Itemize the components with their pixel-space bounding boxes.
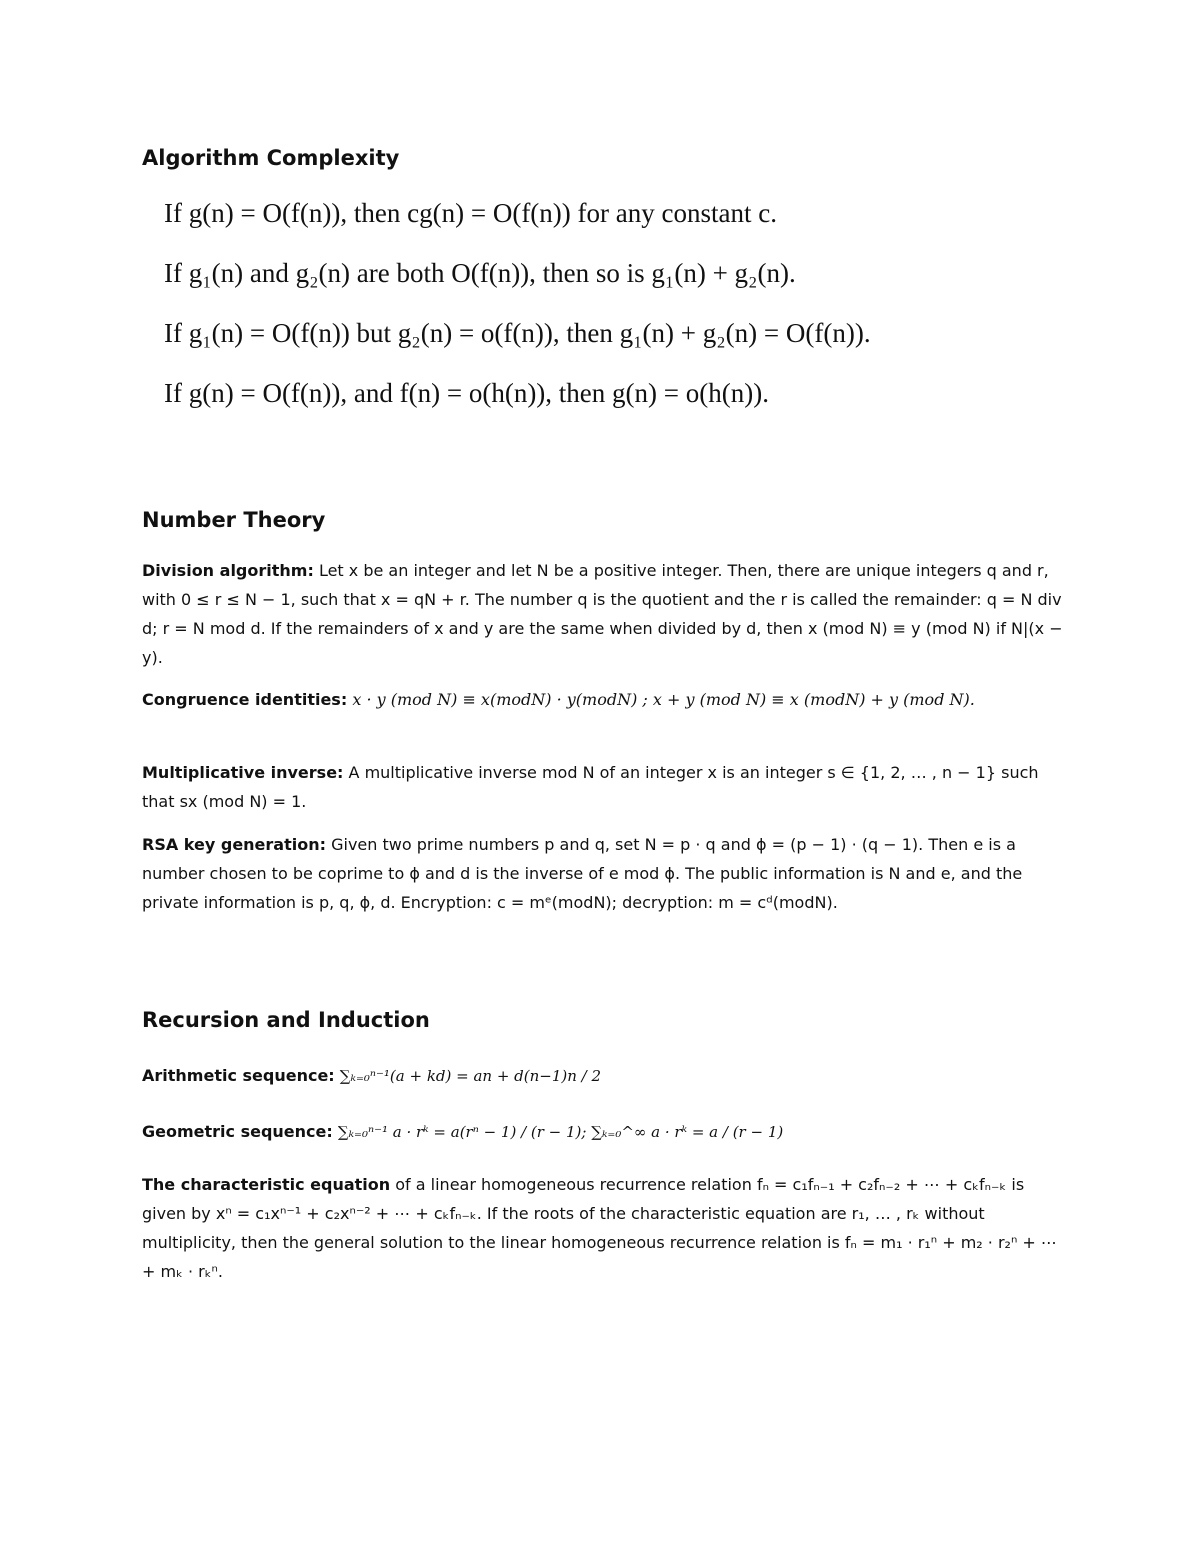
congruence-text: x · y (mod N) ≡ x(modN) · y(modN) ; x + y (mod N) ≡ x (modN) + y (mod N). bbox=[352, 690, 975, 709]
arithmetic-sequence-line bbox=[142, 1066, 601, 1085]
characteristic-label: The characteristic equation bbox=[142, 1175, 391, 1194]
geometric-label: Geometric sequence: bbox=[142, 1122, 333, 1141]
arithmetic-formula: ∑ₖ₌₀ⁿ⁻¹(a + kd) = an + d(n−1)n / 2 bbox=[339, 1067, 602, 1085]
inverse-text: A multiplicative inverse mod N of an integer x is an integer s ∈ {1, 2, … , n − 1} such that sx (mod N) = 1. bbox=[142, 763, 1039, 811]
rsa-label: RSA key generation: bbox=[142, 835, 327, 854]
complexity-rule-1: If g(n) = O(f(n)), then cg(n) = O(f(n)) for any constant c. bbox=[164, 198, 777, 228]
section-heading-recursion: Recursion and Induction bbox=[142, 1008, 430, 1032]
complexity-rule-4: If g(n) = O(f(n)), and f(n) = o(h(n)), then g(n) = o(h(n)). bbox=[164, 378, 769, 408]
arithmetic-label: Arithmetic sequence: bbox=[142, 1066, 335, 1085]
division-algorithm-text: Let x be an integer and let N be a positive integer. Then, there are unique integers q and r, with 0 ≤ r ≤ N − 1, such that x = qN + r. The number q is the quotient and the r is called the remainder: q = N div d; r = N mod d. If the remainders of x and y are the same when divided by d, then x (mod N) ≡ y (mod N) if N|(x − y). bbox=[142, 561, 1063, 667]
complexity-rule-3: If g₁(n) = O(f(n)) but g₂(n) = o(f(n)), then g₁(n) + g₂(n) = O(f(n)). bbox=[164, 318, 871, 348]
section-heading-number-theory: Number Theory bbox=[142, 508, 326, 532]
section-heading-complexity: Algorithm Complexity bbox=[142, 146, 400, 170]
characteristic-paragraph bbox=[142, 1170, 1067, 1286]
geometric-formula: ∑ₖ₌₀ⁿ⁻¹ a · rᵏ = a(rⁿ − 1) / (r − 1); ∑ₖ₌₀^∞ a · rᵏ = a / (r − 1) bbox=[337, 1123, 784, 1141]
rsa-paragraph bbox=[142, 830, 1067, 917]
inverse-paragraph bbox=[142, 758, 1067, 816]
division-algorithm-paragraph bbox=[142, 556, 1067, 672]
characteristic-text: of a linear homogeneous recurrence relation fₙ = c₁fₙ₋₁ + c₂fₙ₋₂ + ⋯ + cₖfₙ₋ₖ is given by xⁿ = c₁xⁿ⁻¹ + c₂xⁿ⁻² + ⋯ + cₖfₙ₋ₖ. If the roots of the characteristic equation are r₁, … , rₖ without multiplicity, then the general solution to the linear homogeneous recurrence relation is fₙ = m₁ · r₁ⁿ + m₂ · r₂ⁿ + ⋯ + mₖ · rₖⁿ. bbox=[142, 1175, 1057, 1281]
congruence-paragraph bbox=[142, 685, 1067, 714]
complexity-rule-2: If g₁(n) and g₂(n) are both O(f(n)), then so is g₁(n) + g₂(n). bbox=[164, 258, 796, 288]
congruence-label: Congruence identities: bbox=[142, 690, 348, 709]
geometric-sequence-line bbox=[142, 1122, 783, 1141]
rsa-text: Given two prime numbers p and q, set N = p · q and ϕ = (p − 1) · (q − 1). Then e is a number chosen to be coprime to ϕ and d is the inverse of e mod ϕ. The public information is N and e, and the private information is p, q, ϕ, d. Encryption: c = mᵉ(modN); decryption: m = cᵈ(modN). bbox=[142, 835, 1023, 912]
inverse-label: Multiplicative inverse: bbox=[142, 763, 344, 782]
division-algorithm-label: Division algorithm: bbox=[142, 561, 314, 580]
